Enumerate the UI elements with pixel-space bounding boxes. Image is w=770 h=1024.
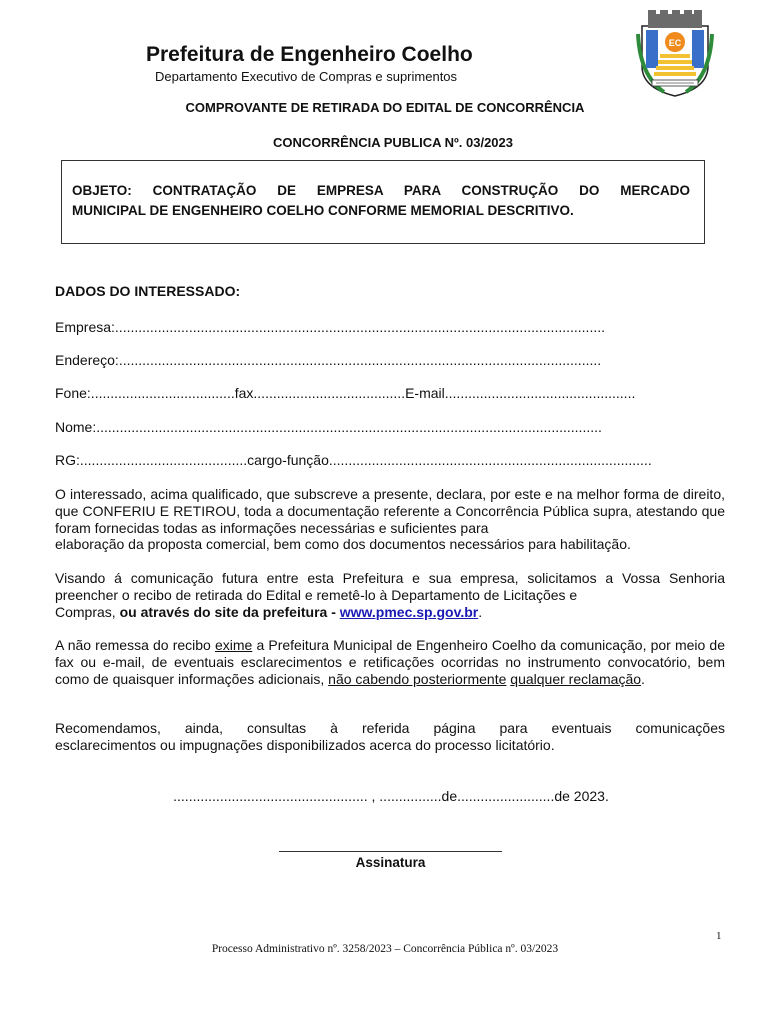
endereco-field[interactable]: Endereço:............................................................................................................................ bbox=[55, 352, 602, 368]
page-title: Prefeitura de Engenheiro Coelho bbox=[146, 43, 473, 66]
object-line-2: MUNICIPAL DE ENGENHEIRO COELHO CONFORME MEMORIAL DESCRITIVO. bbox=[72, 203, 574, 218]
cargo-funcao-field[interactable]: cargo-função................................................................................... bbox=[247, 452, 652, 468]
communication-compras: Compras, bbox=[55, 603, 120, 620]
interested-section-title: DADOS DO INTERESSADO: bbox=[55, 283, 241, 299]
empresa-field[interactable]: Empresa:.............................................................................................................................. bbox=[55, 319, 606, 335]
fone-field[interactable]: Fone:..................................... bbox=[55, 385, 235, 401]
department-subtitle: Departamento Executivo de Compras e suprimentos bbox=[155, 69, 458, 84]
coat-of-arms-logo bbox=[634, 6, 716, 98]
declaration-last-line: elaboração da proposta comercial, bem como dos documentos necessários para habilitação. bbox=[55, 536, 631, 553]
object-line-1: OBJETO: CONTRATAÇÃO DE EMPRESA PARA CONSTRUÇÃO DO MERCADO bbox=[72, 183, 690, 198]
notice-end: . bbox=[641, 670, 645, 687]
rg-field[interactable]: RG:........................................... bbox=[55, 452, 248, 468]
recommendation-text: Recomendamos, ainda, consultas à referida página para eventuais comunicações bbox=[55, 720, 725, 736]
communication-end: . bbox=[478, 603, 483, 620]
notice-paragraph bbox=[55, 637, 725, 687]
notice-text-b: a Prefeitura Municipal de Engenheiro Coelho da comunicação, por meio de fax ou e-mail, de eventuais esclarecimentos e retificações ocorridas no instrumento convocatório, bem como de quaisquer informações adicionais, bbox=[55, 637, 725, 687]
recommendation-paragraph bbox=[55, 720, 725, 754]
notice-exime: exime bbox=[214, 637, 253, 653]
communication-text: Visando á comunicação futura entre esta Prefeitura e sua empresa, solicitamos a Vossa Senhoria preencher o recibo de retirada do Edital e remetê-lo à Departamento de Licitações e bbox=[55, 570, 725, 603]
notice-underline-1: não cabendo posteriormente bbox=[328, 670, 507, 687]
page-number: 1 bbox=[716, 930, 722, 942]
website-link[interactable]: www.pmec.sp.gov.br bbox=[339, 603, 479, 620]
footer-text: Processo Administrativo nº. 3258/2023 – Concorrência Pública nº. 03/2023 bbox=[211, 943, 559, 955]
object-box bbox=[61, 160, 705, 244]
date-line[interactable]: .................................................. , ................de.........................de 2023. bbox=[173, 788, 609, 804]
declaration-paragraph bbox=[55, 486, 725, 553]
notice-underline-2: qualquer reclamação bbox=[510, 670, 642, 687]
contact-row bbox=[55, 385, 635, 401]
communication-paragraph bbox=[55, 570, 725, 620]
fax-field[interactable]: fax....................................... bbox=[234, 385, 406, 401]
id-row bbox=[55, 452, 652, 468]
signature-label: Assinatura bbox=[355, 855, 426, 870]
signature-line[interactable] bbox=[279, 851, 502, 852]
document-heading: COMPROVANTE DE RETIRADA DO EDITAL DE CONCORRÊNCIA bbox=[185, 100, 585, 115]
nome-field[interactable]: Nome:.................................................................................................................................. bbox=[55, 419, 602, 435]
declaration-text: O interessado, acima qualificado, que subscreve a presente, declara, por este e na melhor forma de direito, que CONFERIU E RETIROU, toda a documentação referente a Concorrência Pública supra, atestando que foram fornecidas todas as informações necessárias e suficientes para bbox=[55, 486, 725, 536]
email-field[interactable]: E-mail................................................. bbox=[405, 385, 636, 401]
notice-text-a: A não remessa do recibo bbox=[55, 637, 215, 653]
recommendation-last-line: esclarecimentos ou impugnações disponibilizados acerca do processo licitatório. bbox=[55, 736, 555, 753]
crest-text: EC bbox=[668, 38, 682, 48]
document-subheading: CONCORRÊNCIA PUBLICA Nº. 03/2023 bbox=[273, 135, 513, 150]
communication-last-line bbox=[55, 604, 725, 621]
communication-site-note: ou através do site da prefeitura - bbox=[119, 603, 340, 620]
